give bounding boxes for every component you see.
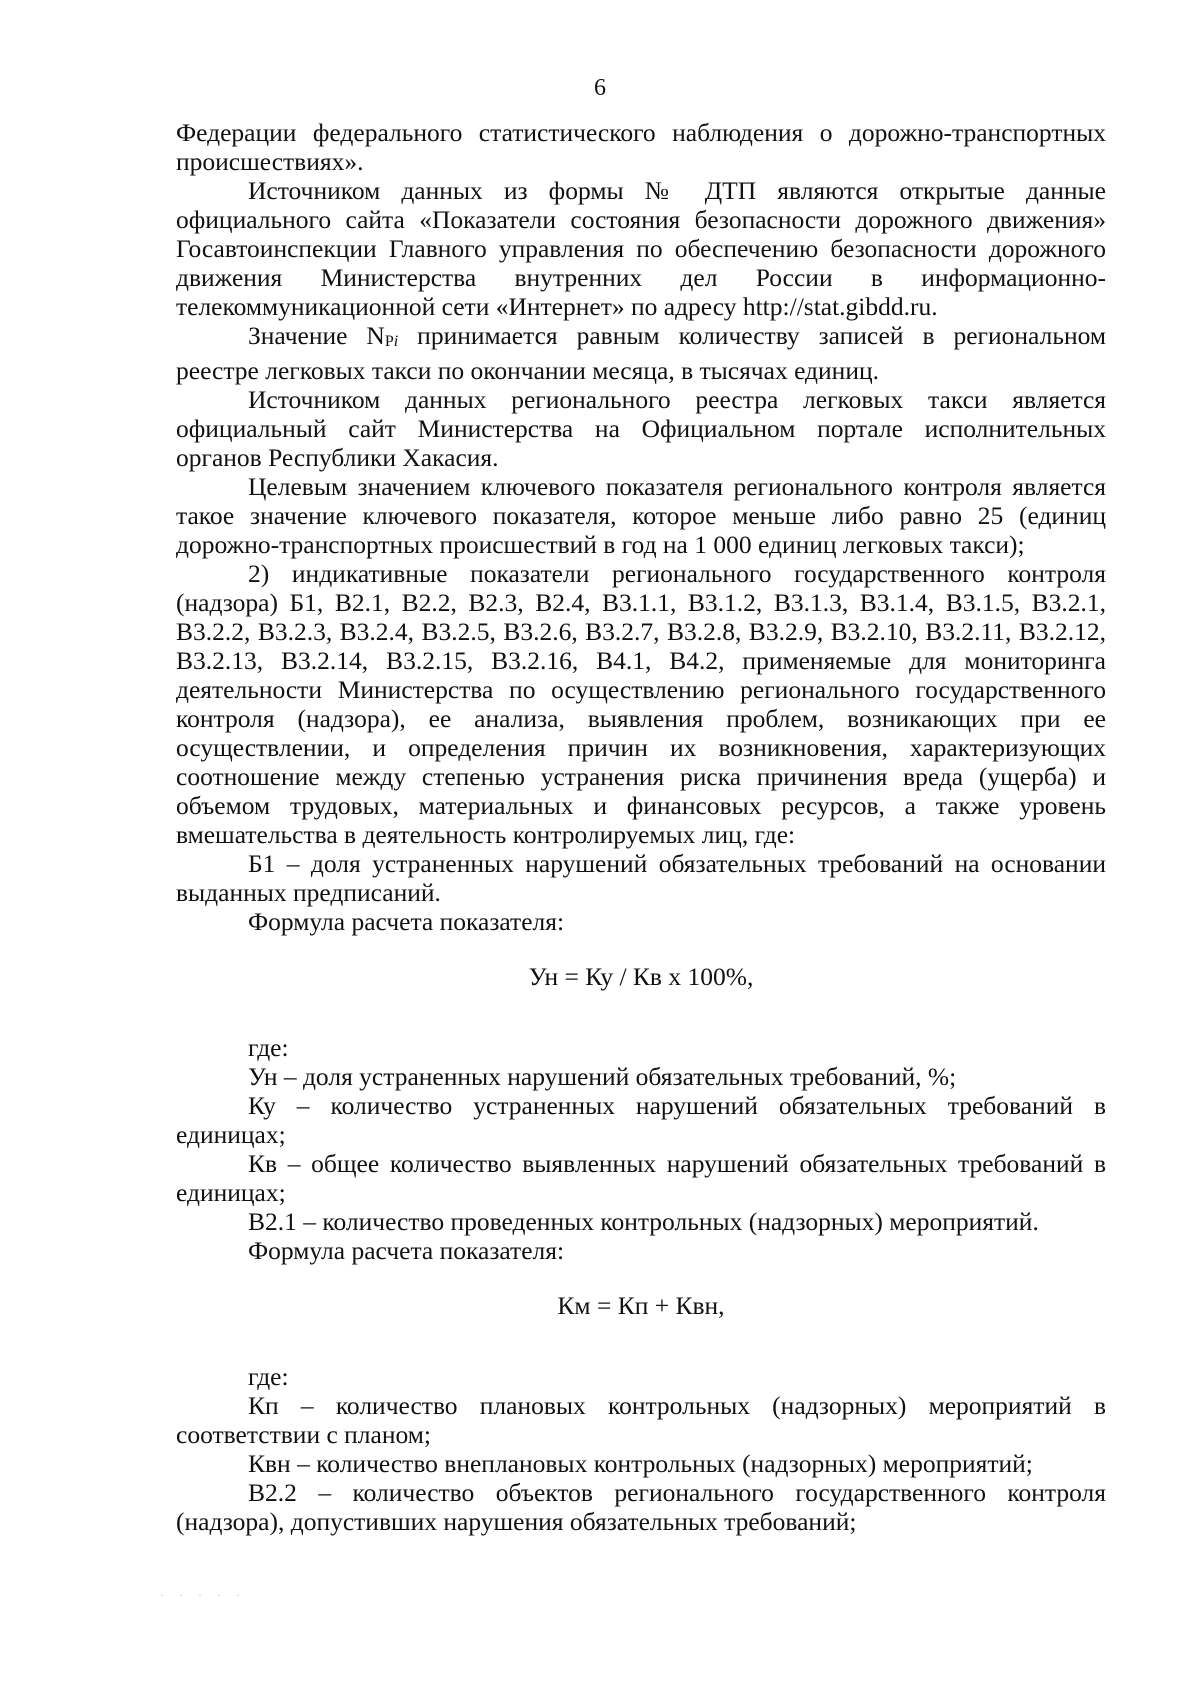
paragraph-np-value [176,321,1106,385]
np-subscript-i: i [393,333,399,350]
document-body [176,118,1106,1536]
paragraph-taxi-registry-source: Источником данных регионального реестра легковых такси является официальный сайт Министерства на Официальном портале исполнительных органов Республики Хакасия. [176,385,1106,472]
page-number: 6 [594,75,606,101]
np-text-before: Значение N [248,321,385,350]
formula-un: Ун = Ку / Кв х 100%, [528,962,754,991]
paragraph-continuation: Федерации федерального статистического наблюдения о дорожно-транспортных происшествиях». [176,118,1106,176]
formula-km: Км = Кп + Квн, [557,1291,725,1320]
paragraph-formula-label-1: Формула расчета показателя: [248,907,565,936]
paragraph-v22-definition: В2.2 – количество объектов регионального государственного контроля (надзора), допустивших нарушения обязательных требований; [176,1478,1106,1536]
paragraph-where-1: где: [248,1033,289,1062]
paragraph-formula-label-2: Формула расчета показателя: [248,1236,565,1265]
paragraph-where-2: где: [248,1362,289,1391]
paragraph-kvn-definition: Квн – количество внеплановых контрольных (надзорных) мероприятий; [248,1449,1033,1478]
paragraph-v21-definition: В2.1 – количество проведенных контрольных (надзорных) мероприятий. [248,1207,1039,1236]
paragraph-indicative-indicators: 2) индикативные показатели регионального государственного контроля (надзора) Б1, В2.1, В2.2, В2.3, В2.4, В3.1.1, В3.1.2, В3.1.3, В3.1.4, В3.1.5, В3.2.1, В3.2.2, В3.2.3, В3.2.4, В3.2.5, В3.2.6, В3.2.7, В3.2.8, В3.2.9, В3.2.10, В3.2.11, В3.2.12, В3.2.13, В3.2.14, В3.2.15, В3.2.16, В4.1, В4.2, применяемые для мониторинга деятельности Министерства по осуществлению регионального государственного контроля (надзора), ее анализа, выявления проблем, возникающих при ее осуществлении, и определения причин их возникновения, характеризующих соотношение между степенью устранения риска причинения вреда (ущерба) и объемом трудовых, материальных и финансовых ресурсов, а также уровень вмешательства в деятельность контролируемых лиц, где: [176,559,1106,849]
paragraph-ku-definition: Ку – количество устраненных нарушений обязательных требований в единицах; [176,1091,1106,1149]
paragraph-dtp-source: Источником данных из формы № ДТП являются открытые данные официального сайта «Показатели состояния безопасности дорожного движения» Госавтоинспекции Главного управления по обеспечению безопасности дорожного движения Министерства внутренних дел России в информационно-телекоммуникационной сети «Интернет» по адресу http://stat.gibdd.ru. [176,176,1106,321]
paragraph-b1-definition: Б1 – доля устраненных нарушений обязательных требований на основании выданных предписаний. [176,849,1106,907]
np-subscript: P [384,333,394,350]
paragraph-kv-definition: Кв – общее количество выявленных нарушений обязательных требований в единицах; [176,1149,1106,1207]
scan-artifact-dots: · · · · · [160,1588,246,1602]
paragraph-un-definition: Ун – доля устраненных нарушений обязательных требований, %; [248,1062,957,1091]
paragraph-kp-definition: Кп – количество плановых контрольных (надзорных) мероприятий в соответствии с планом; [176,1391,1106,1449]
np-text-after: принимается равным количеству записей в региональном реестре легковых такси по окончании месяца, в тысячах единиц. [176,321,1107,385]
paragraph-target-value: Целевым значением ключевого показателя регионального контроля является такое значение ключевого показателя, которое меньше либо равно 25 (единиц дорожно-транспортных происшествий в год на 1 000 единиц легковых такси); [176,472,1106,559]
